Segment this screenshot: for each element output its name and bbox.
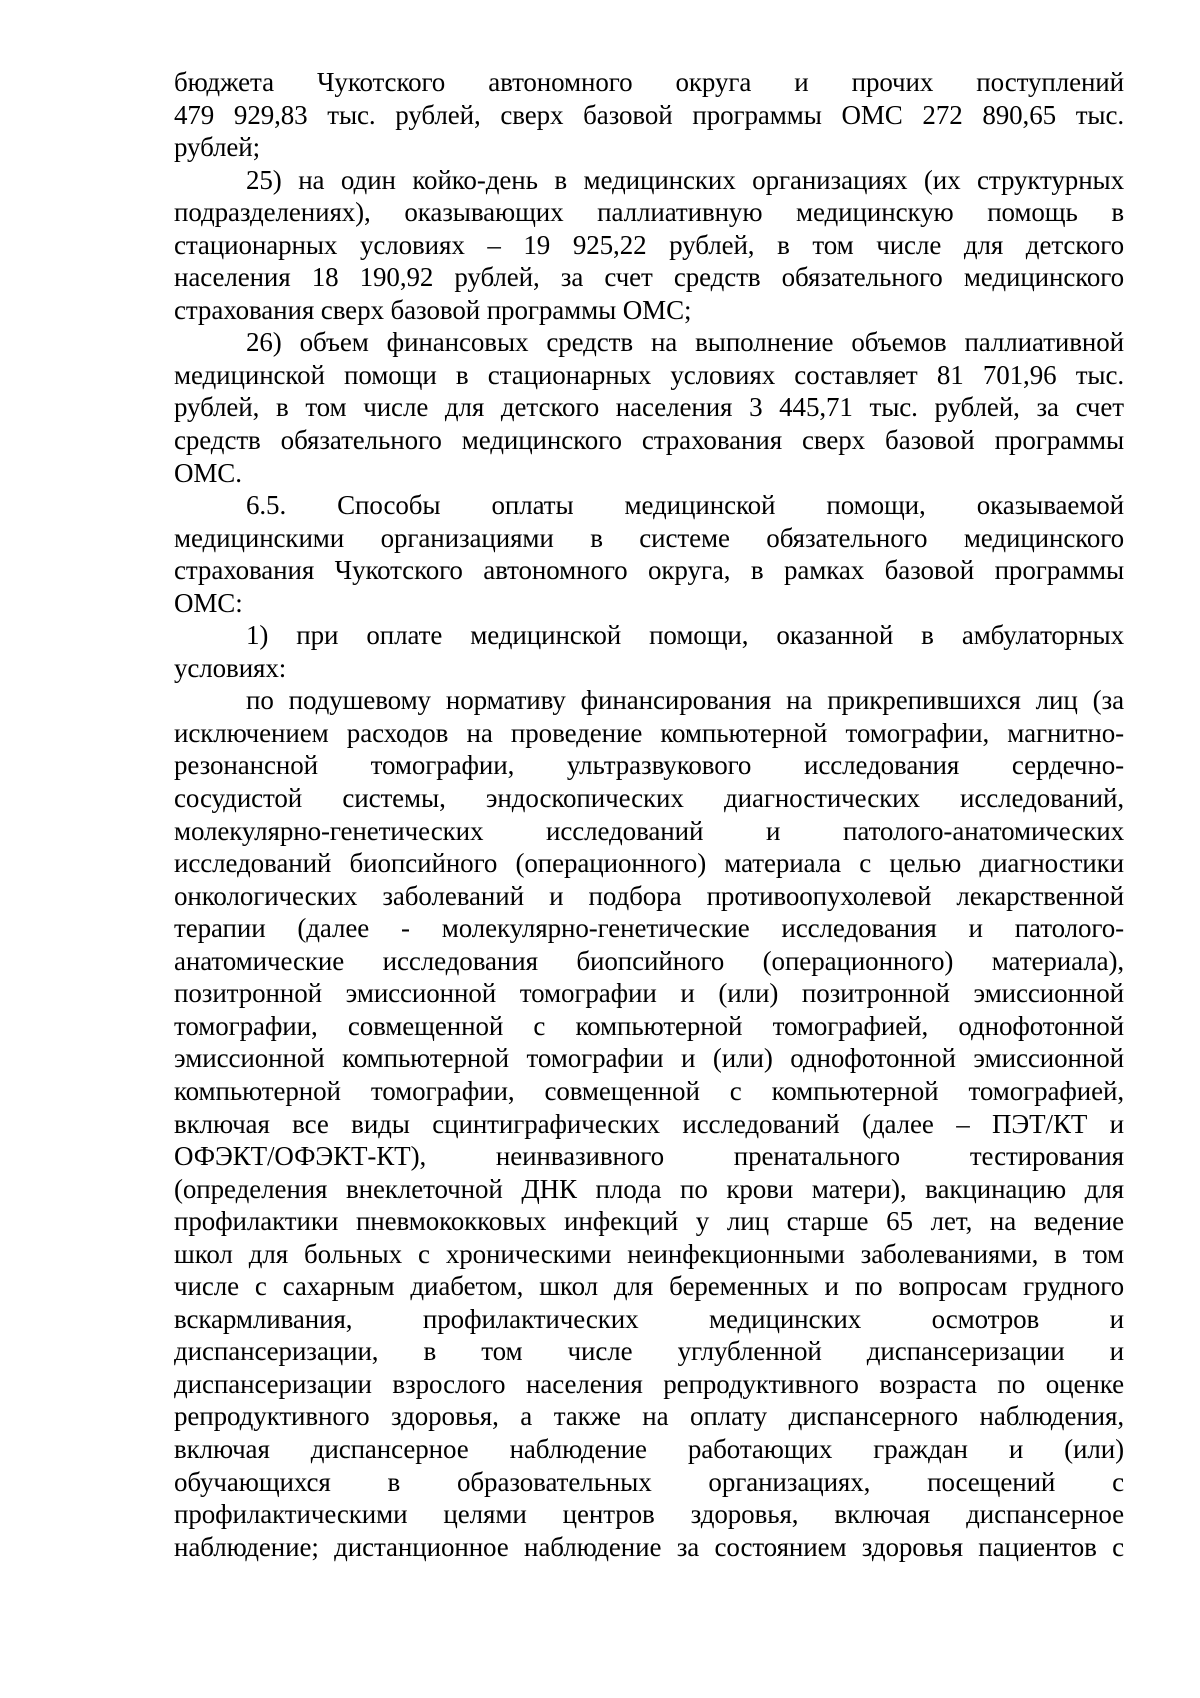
text-line: ОФЭКТ/ОФЭКТ-КТ), неинвазивного пренатального тестирования: [174, 1141, 1124, 1172]
text-line: компьютерной томографии, совмещенной с компьютерной томографией,: [174, 1075, 1124, 1106]
text-line: медицинской помощи в стационарных условиях составляет 81 701,96 тыс.: [174, 359, 1124, 390]
text-line: резонансной томографии, ультразвукового исследования сердечно-: [174, 750, 1124, 781]
text-line: позитронной эмиссионной томографии и (или) позитронной эмиссионной: [174, 978, 1124, 1009]
text-line: ОМС:: [174, 587, 243, 618]
text-line: страхования сверх базовой программы ОМС;: [174, 294, 692, 325]
text-line: 479 929,83 тыс. рублей, сверх базовой программы ОМС 272 890,65 тыс.: [174, 99, 1124, 130]
text-line: 6.5. Способы оплаты медицинской помощи, оказываемой: [246, 490, 1124, 521]
text-line: числе с сахарным диабетом, школ для беременных и по вопросам грудного: [174, 1271, 1124, 1302]
text-line: эмиссионной компьютерной томографии и (или) однофотонной эмиссионной: [174, 1043, 1124, 1074]
text-line: школ для больных с хроническими неинфекционными заболеваниями, в том: [174, 1238, 1124, 1269]
text-line: бюджета Чукотского автономного округа и прочих поступлений: [174, 67, 1124, 97]
text-line: 26) объем финансовых средств на выполнение объемов паллиативной: [246, 327, 1124, 358]
text-line: наблюдение; дистанционное наблюдение за состоянием здоровья пациентов с: [174, 1531, 1124, 1562]
text-line: медицинскими организациями в системе обязательного медицинского: [174, 522, 1124, 553]
text-line: репродуктивного здоровья, а также на оплату диспансерного наблюдения,: [174, 1401, 1124, 1432]
text-line: (определения внеклеточной ДНК плода по крови матери), вакцинацию для: [174, 1173, 1124, 1204]
text-line: подразделениях), оказывающих паллиативную медицинскую помощь в: [174, 197, 1124, 228]
text-line: сосудистой системы, эндоскопических диагностических исследований,: [174, 783, 1124, 814]
text-line: онкологических заболеваний и подбора противоопухолевой лекарственной: [174, 880, 1124, 911]
text-line: страхования Чукотского автономного округа, в рамках базовой программы: [174, 555, 1124, 586]
text-line: ОМС.: [174, 457, 242, 488]
text-line: условиях:: [174, 652, 287, 683]
text-line: исследований биопсийного (операционного) материала с целью диагностики: [174, 848, 1124, 879]
text-line: рублей, в том числе для детского населения 3 445,71 тыс. рублей, за счет: [174, 392, 1124, 423]
text-line: диспансеризации, в том числе углубленной диспансеризации и: [174, 1336, 1124, 1367]
text-line: населения 18 190,92 рублей, за счет средств обязательного медицинского: [174, 262, 1124, 293]
text-line: профилактическими целями центров здоровья, включая диспансерное: [174, 1499, 1124, 1530]
text-line: профилактики пневмококковых инфекций у лиц старше 65 лет, на ведение: [174, 1206, 1124, 1237]
text-line: терапии (далее - молекулярно-генетические исследования и патолого-: [174, 913, 1124, 944]
document-body: [174, 66, 1124, 1563]
text-line: 25) на один койко-день в медицинских организациях (их структурных: [246, 164, 1124, 195]
text-line: томографии, совмещенной с компьютерной томографией, однофотонной: [174, 1010, 1124, 1041]
text-line: диспансеризации взрослого населения репродуктивного возраста по оценке: [174, 1368, 1124, 1399]
text-line: 1) при оплате медицинской помощи, оказанной в амбулаторных: [246, 620, 1124, 651]
text-line: рублей;: [174, 132, 261, 163]
text-line: молекулярно-генетических исследований и патолого-анатомических: [174, 815, 1124, 846]
text-line: исключением расходов на проведение компьютерной томографии, магнитно-: [174, 717, 1124, 748]
text-line: стационарных условиях – 19 925,22 рублей, в том числе для детского: [174, 229, 1124, 260]
text-line: вскармливания, профилактических медицинских осмотров и: [174, 1303, 1124, 1334]
text-line: анатомические исследования биопсийного (операционного) материала),: [174, 945, 1124, 976]
text-line: включая диспансерное наблюдение работающих граждан и (или): [174, 1433, 1124, 1464]
text-line: средств обязательного медицинского страхования сверх базовой программы: [174, 425, 1124, 456]
text-line: включая все виды сцинтиграфических исследований (далее – ПЭТ/КТ и: [174, 1108, 1124, 1139]
text-line: обучающихся в образовательных организациях, посещений с: [174, 1466, 1124, 1497]
text-line: по подушевому нормативу финансирования на прикрепившихся лиц (за: [246, 685, 1124, 716]
